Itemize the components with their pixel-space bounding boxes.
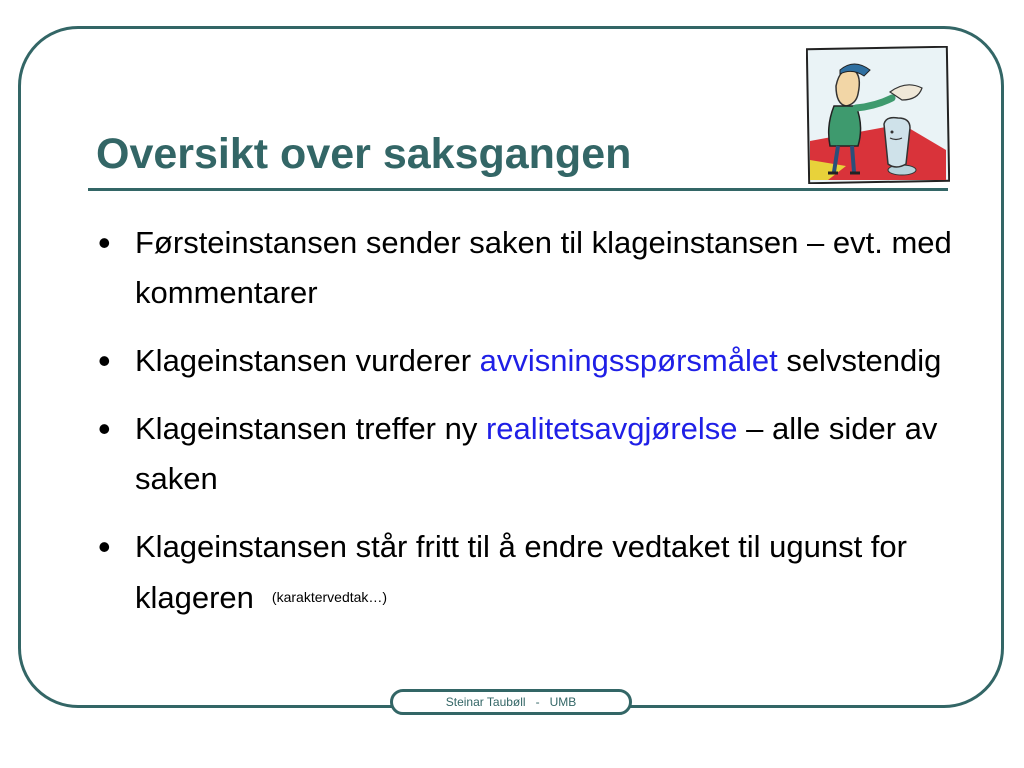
title-underline xyxy=(88,188,948,191)
list-item xyxy=(96,404,1006,504)
bullet-dot-icon: • xyxy=(98,526,111,567)
bullet-text: selvstendig xyxy=(777,343,942,378)
highlighted-term: realitetsavgjørelse xyxy=(485,411,738,446)
bullet-text: Klageinstansen treffer ny xyxy=(135,411,486,446)
bullet-list xyxy=(96,218,1006,641)
bullet-note: (karaktervedtak…) xyxy=(271,589,388,605)
slide-footer: Steinar Taubøll - UMB xyxy=(390,689,632,715)
slide-title: Oversikt over saksgangen xyxy=(96,130,632,178)
bullet-dot-icon: • xyxy=(98,340,111,381)
clipart-illustration-icon xyxy=(806,46,950,184)
list-item xyxy=(96,218,1006,318)
bullet-text: Klageinstansen vurderer xyxy=(135,343,480,378)
bullet-dot-icon: • xyxy=(98,222,111,263)
bullet-text: – alle sider av saken xyxy=(135,411,938,496)
list-item xyxy=(96,522,1006,623)
bullet-text: Førsteinstansen sender saken til klageinstansen – evt. med kommentarer xyxy=(135,225,952,310)
list-item xyxy=(96,336,1006,386)
bullet-text: Klageinstansen står fritt til å endre vedtaket til ugunst for klageren xyxy=(135,529,907,615)
bullet-dot-icon: • xyxy=(98,408,111,449)
highlighted-term: avvisningsspørsmålet xyxy=(479,343,778,378)
